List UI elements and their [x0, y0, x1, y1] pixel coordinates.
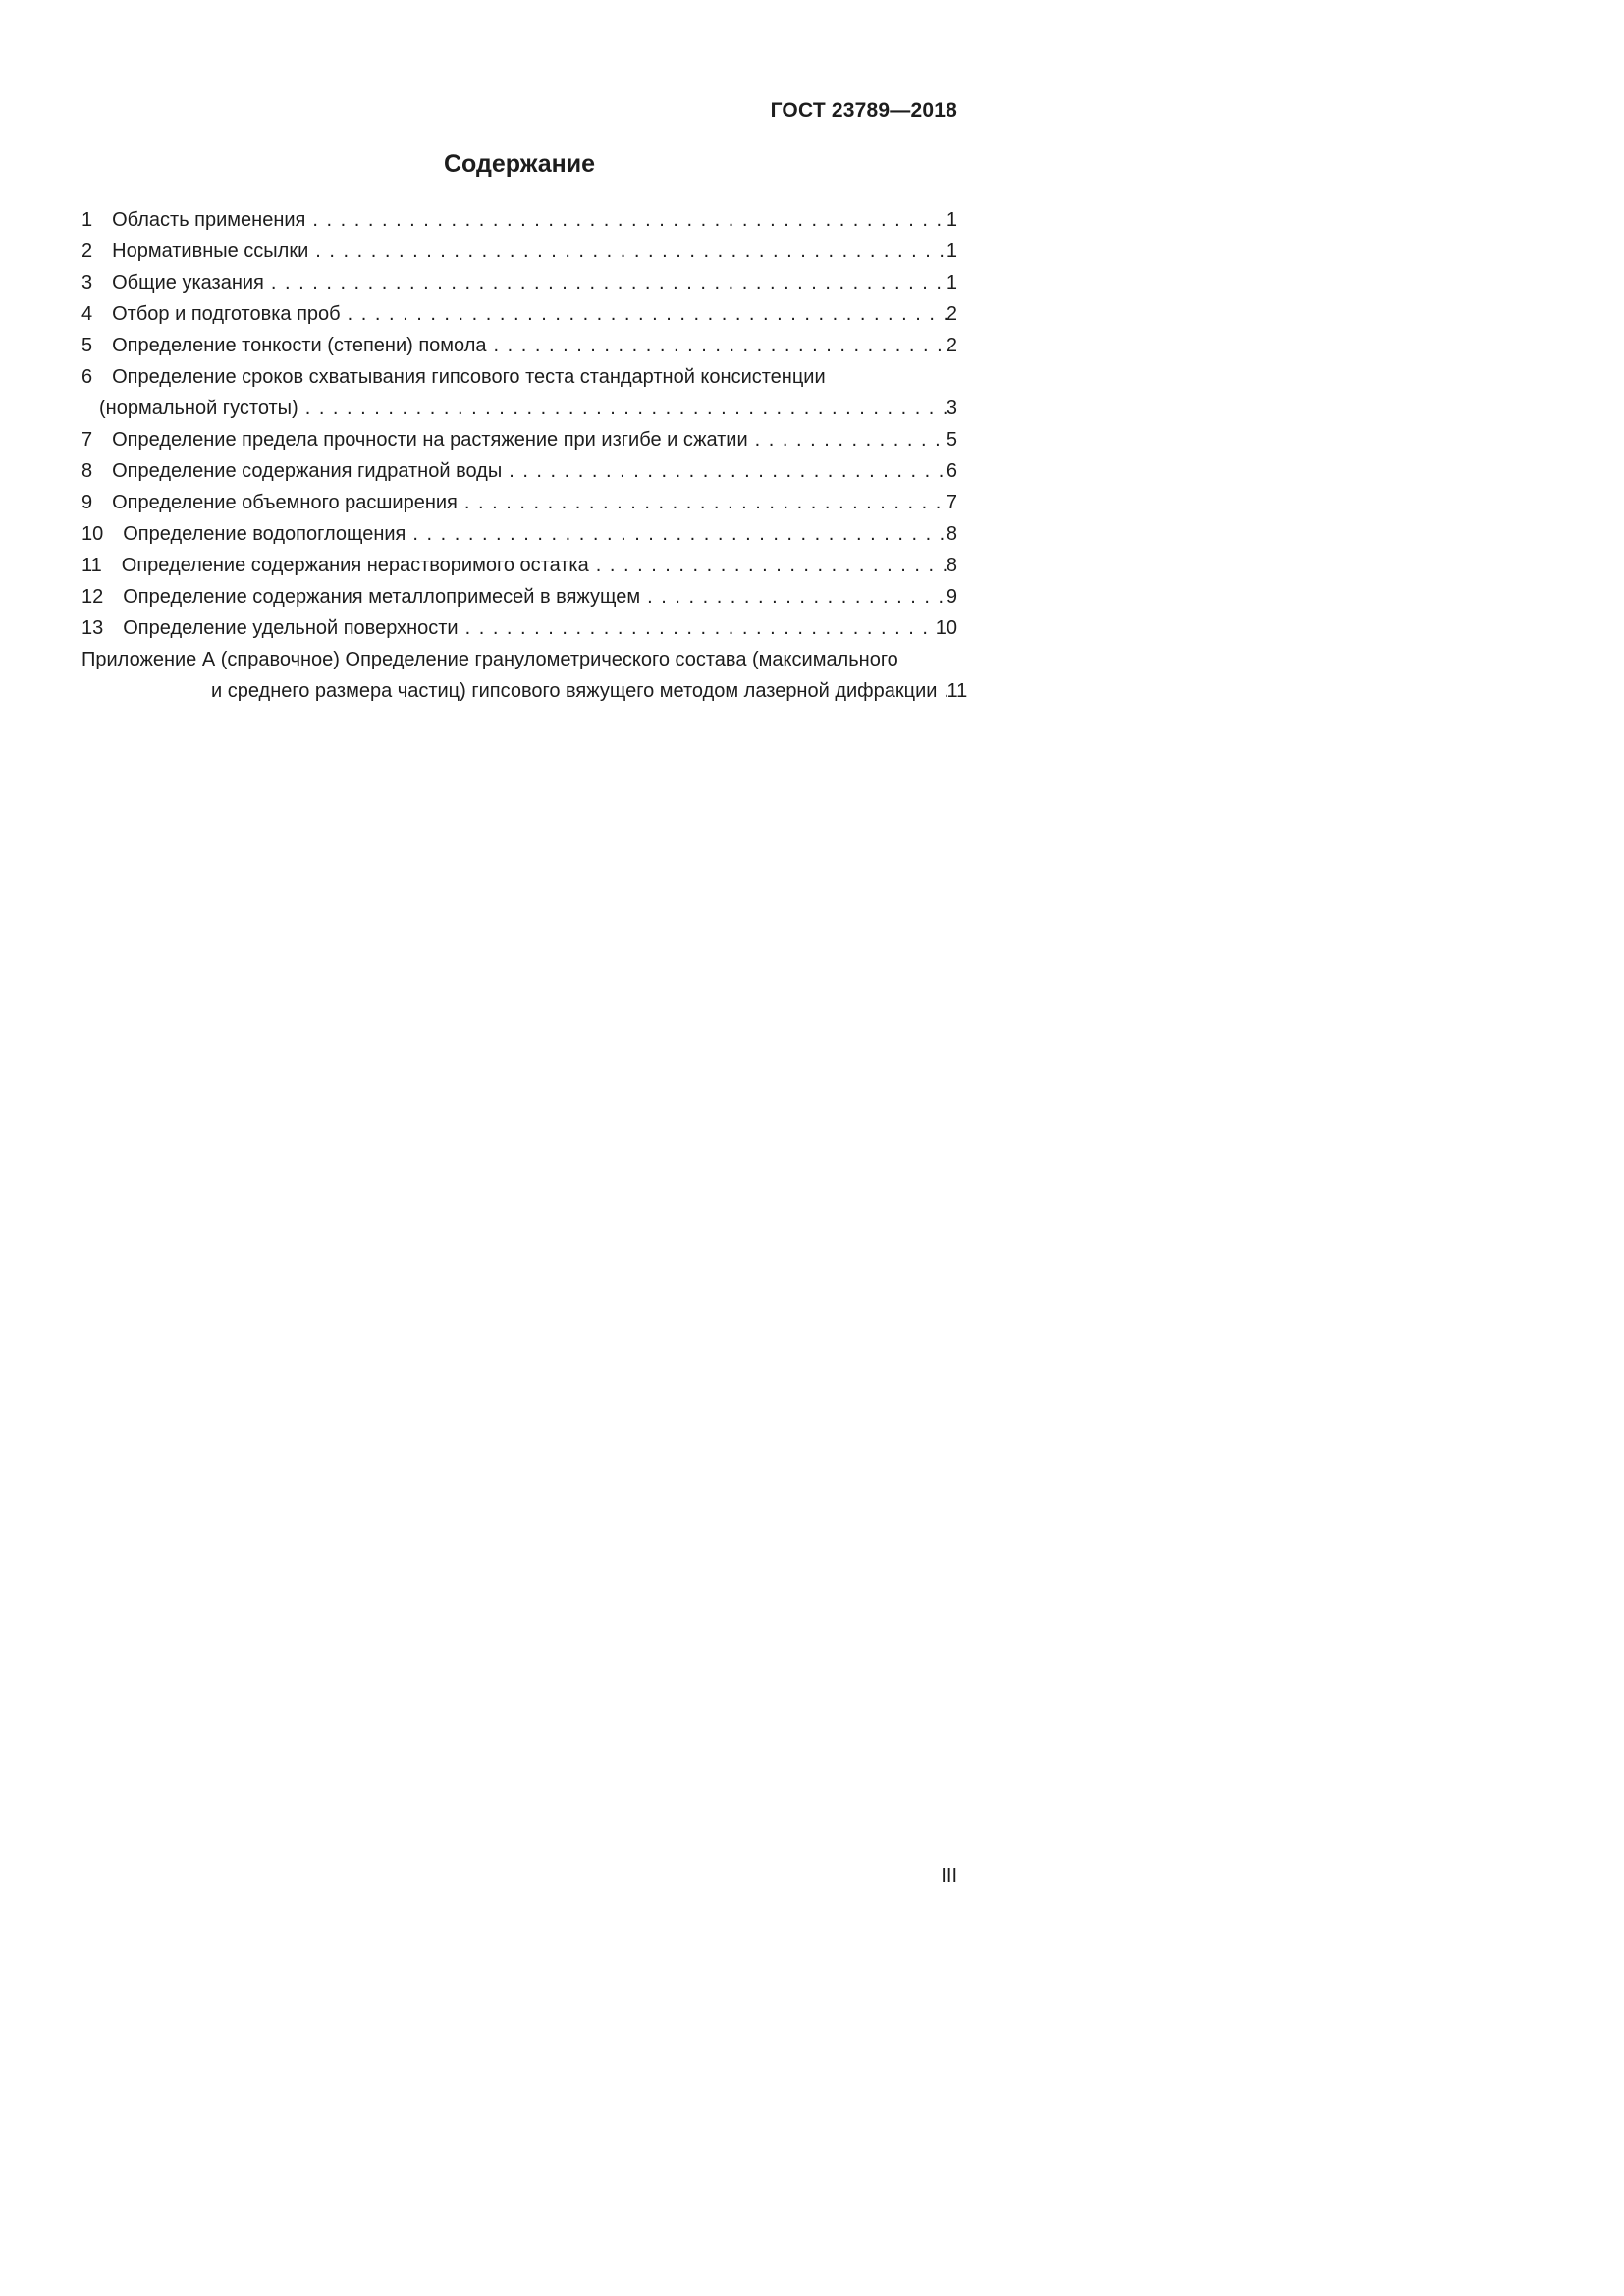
document-code: ГОСТ 23789—2018: [770, 99, 957, 122]
dot-leader: [502, 455, 947, 487]
dot-leader: [459, 613, 936, 644]
toc-entry-page: 5: [946, 429, 957, 451]
dot-leader: [937, 675, 947, 707]
toc-entry: [81, 455, 957, 487]
toc-entry: [81, 613, 957, 644]
page-number: III: [941, 1865, 957, 1887]
toc-entry-title: Нормативные ссылки: [112, 240, 309, 262]
toc-appendix-continuation: [81, 675, 968, 707]
toc-entry: [81, 550, 957, 581]
toc-entry-page: 7: [946, 492, 957, 513]
dot-leader: [264, 267, 947, 298]
toc-entry-page: 1: [946, 240, 957, 262]
dot-leader: [589, 550, 947, 581]
toc-entry-page: 2: [946, 303, 957, 325]
toc-entry-title: Определение содержания металлопримесей в вяжущем: [123, 586, 641, 608]
toc-entry-page: 8: [946, 555, 957, 576]
toc-entry: [81, 487, 957, 518]
toc-entry-number: 11: [81, 555, 102, 576]
table-of-contents: [81, 204, 968, 707]
toc-entry: [81, 581, 957, 613]
toc-entry-title: Определение тонкости (степени) помола: [112, 335, 487, 356]
toc-entry-number: 1: [81, 209, 93, 231]
toc-entry-title: Определение объемного расширения: [112, 492, 458, 513]
toc-entry-number: 2: [81, 240, 93, 262]
toc-entry-number: 12: [81, 586, 104, 608]
toc-entry-title: Определение сроков схватывания гипсового теста стандартной консистенции: [112, 366, 826, 388]
toc-entry: [81, 424, 957, 455]
toc-entry-number: 7: [81, 429, 93, 451]
dot-leader: [748, 424, 947, 455]
toc-entry: [81, 330, 957, 361]
toc-entry: [81, 298, 957, 330]
dot-leader: [341, 298, 947, 330]
toc-entry-page: 9: [946, 586, 957, 608]
toc-entry: [81, 267, 957, 298]
toc-entry-title: Определение содержания гидратной воды: [112, 460, 503, 482]
toc-entry-title: Определение содержания нерастворимого остатка: [121, 555, 589, 576]
toc-entry-title: Отбор и подготовка проб: [112, 303, 341, 325]
toc-entry-number: 10: [81, 523, 104, 545]
dot-leader: [305, 204, 946, 236]
toc-entry-title: Область применения: [112, 209, 306, 231]
toc-entry-page: 6: [946, 460, 957, 482]
toc-entry: [81, 361, 957, 393]
toc-entry-continuation: [81, 393, 957, 424]
toc-entry-page: 1: [946, 209, 957, 231]
toc-appendix-line2: и среднего размера частиц) гипсового вяжущего методом лазерной дифракции: [211, 680, 938, 702]
toc-entry: [81, 518, 957, 550]
toc-appendix-entry: [81, 644, 957, 675]
toc-entry-number: 3: [81, 272, 93, 294]
page-title: Содержание: [443, 150, 596, 178]
dot-leader: [298, 393, 947, 424]
toc-entry-title-line2: (нормальной густоты): [99, 398, 298, 419]
toc-entry-title: Определение удельной поверхности: [123, 617, 459, 639]
toc-entry-page: 2: [946, 335, 957, 356]
toc-entry: [81, 236, 957, 267]
toc-entry-title: Общие указания: [112, 272, 264, 294]
toc-entry-page: 8: [946, 523, 957, 545]
toc-entry-page: 11: [947, 680, 968, 702]
toc-entry-number: 6: [81, 366, 93, 388]
toc-entry-number: 13: [81, 617, 104, 639]
dot-leader: [640, 581, 947, 613]
toc-entry-number: 5: [81, 335, 93, 356]
toc-entry-page: 10: [935, 617, 957, 639]
dot-leader: [458, 487, 947, 518]
dot-leader: [406, 518, 947, 550]
toc-appendix-line1: Приложение А (справочное) Определение гранулометрического состава (максимального: [81, 649, 898, 670]
page-content: [81, 0, 968, 2296]
dot-leader: [487, 330, 947, 361]
dot-leader: [308, 236, 947, 267]
toc-entry-title: Определение водопоглощения: [123, 523, 406, 545]
toc-entry: [81, 204, 957, 236]
toc-entry-number: 4: [81, 303, 93, 325]
toc-entry-page: 1: [946, 272, 957, 294]
toc-entry-number: 9: [81, 492, 93, 513]
toc-entry-title: Определение предела прочности на растяжение при изгибе и сжатии: [112, 429, 748, 451]
toc-entry-page: 3: [946, 398, 957, 419]
toc-entry-number: 8: [81, 460, 93, 482]
